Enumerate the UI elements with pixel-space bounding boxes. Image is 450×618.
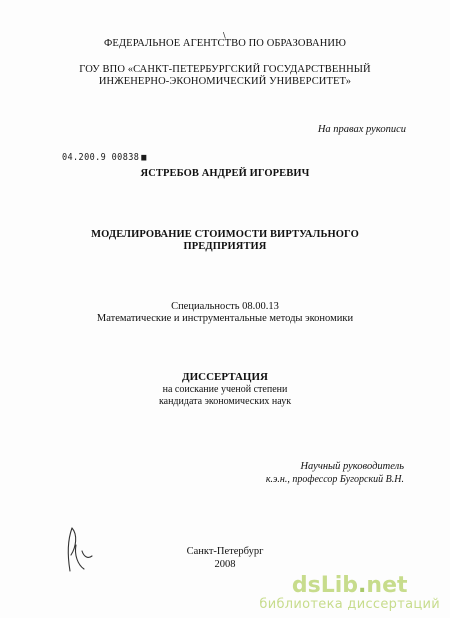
- registration-marker: ■: [141, 152, 147, 164]
- supervisor-label: Научный руководитель: [300, 461, 404, 472]
- registration-number: [62, 153, 147, 164]
- registration-number-text: 04.200.9 00838: [62, 152, 140, 164]
- dslib-watermark: [259, 575, 440, 613]
- watermark-logo-dot: .: [358, 573, 367, 598]
- supervisor-name: к.э.н., профессор Бугорский В.Н.: [265, 474, 404, 485]
- dissertation-title-line2: ПРЕДПРИЯТИЯ: [183, 241, 267, 252]
- degree-line1: на соискание ученой степени: [162, 384, 288, 395]
- work-type-label: ДИССЕРТАЦИЯ: [182, 371, 268, 383]
- specialty-code: Специальность 08.00.13: [171, 301, 279, 312]
- degree-line2: кандидата экономических наук: [158, 396, 292, 407]
- watermark-logo-main: dsLib: [291, 573, 359, 598]
- author-name: ЯСТРЕБОВ АНДРЕЙ ИГОРЕВИЧ: [140, 168, 310, 179]
- scan-tick-mark: \: [223, 31, 226, 40]
- city: Санкт-Петербург: [186, 546, 264, 557]
- university-name-line2: ИНЖЕНЕРНО-ЭКОНОМИЧЕСКИЙ УНИВЕРСИТЕТ»: [98, 76, 352, 87]
- specialty-name: Математические и инструментальные методы экономики: [96, 313, 354, 324]
- watermark-subtitle: библиотека диссертаций: [259, 597, 440, 612]
- agency-name: ФЕДЕРАЛЬНОЕ АГЕНТСТВО ПО ОБРАЗОВАНИЮ: [104, 38, 346, 49]
- watermark-logo: [259, 575, 440, 597]
- watermark-logo-tld: net: [366, 573, 408, 598]
- year: 2008: [214, 559, 236, 570]
- dissertation-title-line1: МОДЕЛИРОВАНИЕ СТОИМОСТИ ВИРТУАЛЬНОГО: [91, 229, 359, 240]
- rights-note: На правах рукописи: [317, 124, 406, 135]
- university-name-line1: ГОУ ВПО «САНКТ-ПЕТЕРБУРГСКИЙ ГОСУДАРСТВЕННЫЙ: [79, 64, 371, 75]
